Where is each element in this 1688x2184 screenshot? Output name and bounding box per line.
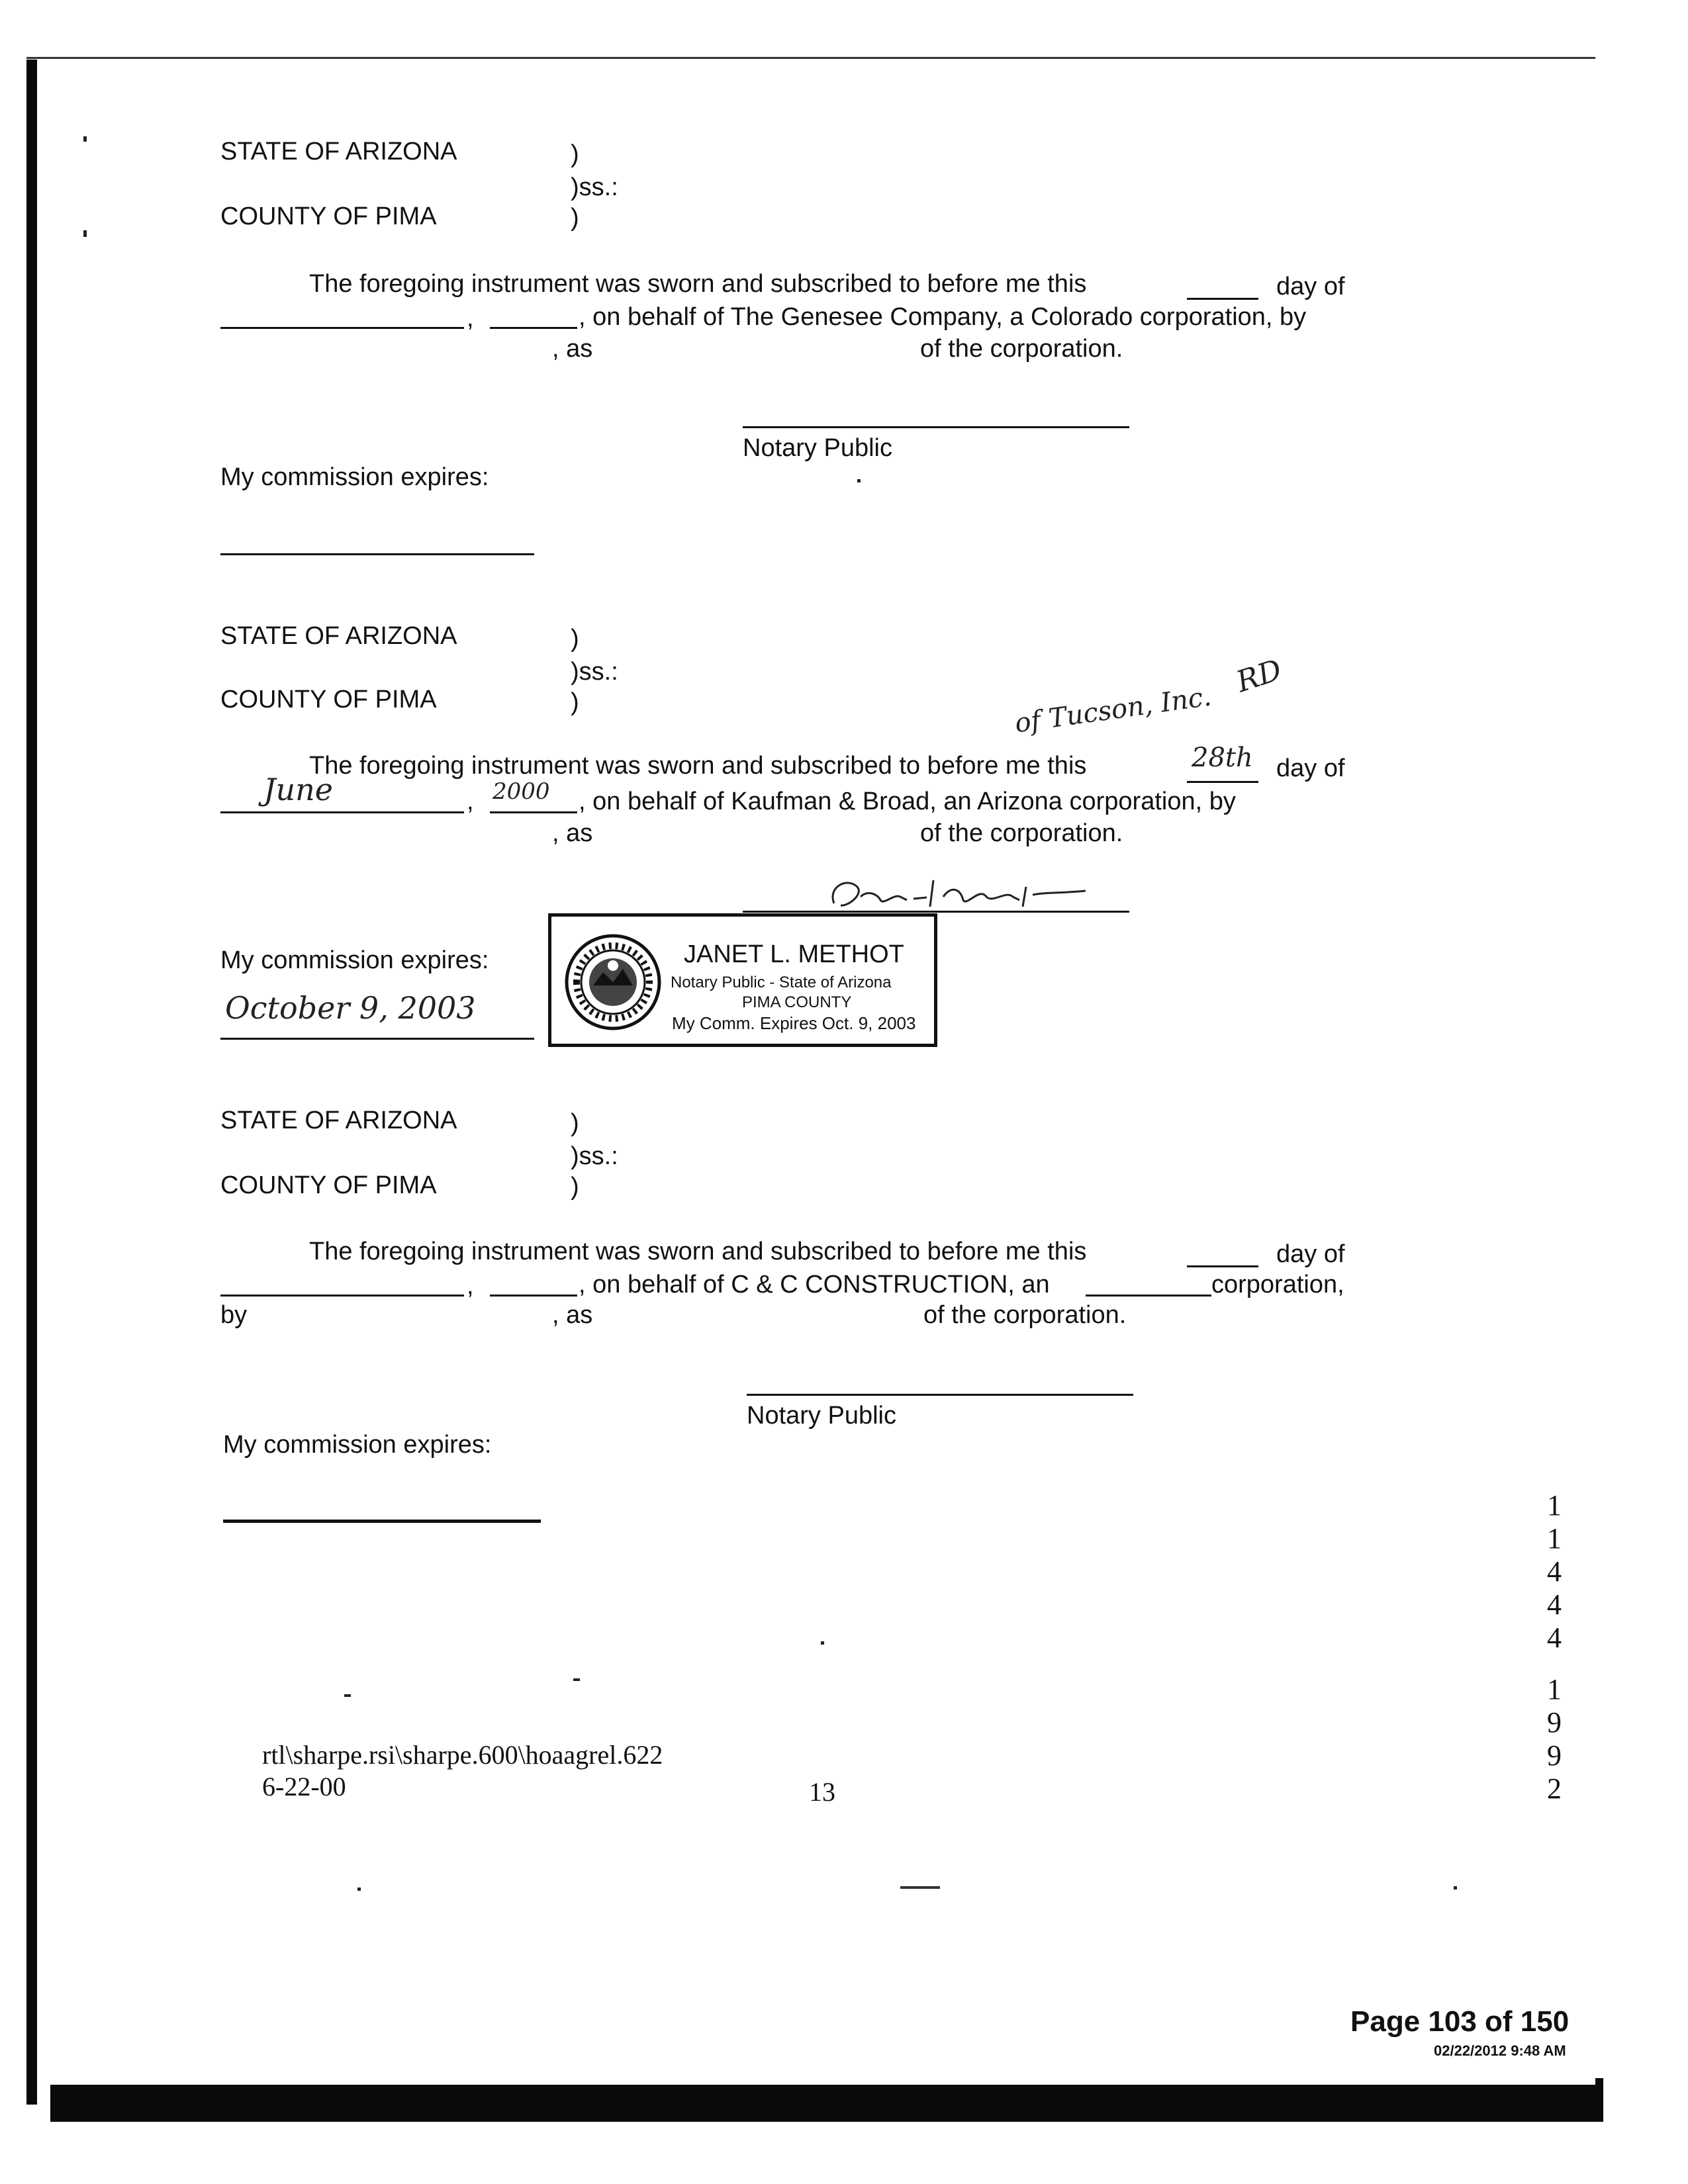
commission-date-line [220,1038,534,1040]
file-path: rtl\sharpe.rsi\sharpe.600\hoaagrel.622 [262,1740,663,1770]
notary-signature-line [743,426,1129,428]
as-text: , as [552,819,593,847]
bracket: ) [571,140,579,168]
recorder-digit: 4 [1547,1555,1562,1588]
month-blank [220,1295,464,1297]
notary-public-label: Notary Public [743,434,892,462]
year-blank [490,327,577,329]
acknowledgment-line-1: The foregoing instrument was sworn and subscribed to before me this [309,270,1087,298]
right-edge [1595,2078,1603,2122]
scan-speck [900,1886,940,1889]
handwritten-insertion: of Tucson, Inc. [1013,681,1213,739]
year-blank [490,811,577,813]
top-border [26,57,1595,59]
stamp-name: JANET L. METHOT [684,940,904,968]
notary-public-label: Notary Public [747,1402,896,1430]
bracket: ) [571,688,579,716]
handwritten-initials: RD [1232,653,1286,700]
year-blank [490,1295,577,1297]
scan-speck [573,1678,580,1681]
stamp-title: Notary Public - State of Arizona [671,974,892,991]
recorder-digit: 1 [1547,1673,1562,1706]
day-of-text: day of [1276,273,1345,300]
notary-signature-line [747,1394,1133,1396]
handwritten-day: 28th [1192,743,1253,773]
commission-label: My commission expires: [223,1431,492,1459]
scan-speck [83,136,87,142]
handwritten-commission-date: October 9, 2003 [225,990,476,1026]
bracket: ) [571,1173,579,1201]
notary-stamp [548,913,937,1047]
print-timestamp: 02/22/2012 9:48 AM [1434,2042,1566,2059]
acknowledgment-line-2: , on behalf of C & C CONSTRUCTION, an [579,1271,1050,1298]
as-text: , as [552,335,593,363]
commission-label: My commission expires: [220,946,489,974]
day-blank [1187,298,1258,300]
recorder-number-column [1541,1489,1568,1805]
scan-speck [1454,1886,1457,1889]
page-count-label: Page 103 of 150 [1350,2005,1570,2038]
commission-label: My commission expires: [220,463,489,491]
bracket: ) [571,1109,579,1137]
document-date: 6-22-00 [262,1772,346,1801]
commission-date-line [220,553,534,555]
ss-label: )ss.: [571,173,618,201]
recorder-digit: 9 [1547,1739,1562,1772]
scan-speck [357,1888,361,1891]
signature-text [874,860,879,861]
comma: , [467,304,474,332]
ss-label: )ss.: [571,1142,618,1170]
recorder-digit: 1 [1547,1489,1562,1522]
bracket: ) [571,625,579,653]
scan-speck [344,1694,351,1697]
corporation-text: corporation, [1211,1271,1344,1298]
county-label: COUNTY OF PIMA [220,686,437,713]
recorder-digit: 4 [1547,1621,1562,1654]
notary-signature-line [743,911,1129,913]
acknowledgment-line-1: The foregoing instrument was sworn and subscribed to before me this [309,752,1087,780]
day-of-text: day of [1276,1240,1345,1268]
acknowledgment-line-2: , on behalf of The Genesee Company, a Colorado corporation, by [579,303,1307,331]
bracket: ) [571,204,579,232]
state-seal-icon [563,933,663,1032]
day-of-text: day of [1276,754,1345,782]
acknowledgment-line-1: The foregoing instrument was sworn and subscribed to before me this [309,1238,1087,1265]
of-the-corporation: of the corporation. [920,335,1123,363]
recorder-digit: 1 [1547,1522,1562,1555]
county-label: COUNTY OF PIMA [220,203,437,230]
ss-label: )ss.: [571,658,618,686]
scan-speck [857,479,861,482]
state-label: STATE OF ARIZONA [220,622,457,650]
recorder-digit: 9 [1547,1706,1562,1739]
corporation-type-blank [1086,1295,1211,1297]
handwritten-year: 2000 [492,778,550,805]
county-label: COUNTY OF PIMA [220,1171,437,1199]
handwritten-month: June [263,772,333,807]
document-page-number: 13 [809,1777,835,1807]
scan-speck [83,230,87,237]
comma: , [467,788,474,815]
commission-date-line [223,1520,541,1523]
recorder-digit: 2 [1547,1772,1562,1805]
stamp-expires: My Comm. Expires Oct. 9, 2003 [672,1013,916,1033]
of-the-corporation: of the corporation. [923,1301,1127,1329]
comma: , [467,1272,474,1300]
month-blank [220,327,464,329]
acknowledgment-line-2: , on behalf of Kaufman & Broad, an Arizona corporation, by [579,788,1236,815]
by-text: by [220,1301,248,1329]
scan-speck [821,1641,824,1645]
state-label: STATE OF ARIZONA [220,1107,457,1134]
stamp-county: PIMA COUNTY [742,993,852,1011]
recorder-digit: 4 [1547,1588,1562,1621]
as-text: , as [552,1301,593,1329]
of-the-corporation: of the corporation. [920,819,1123,847]
day-blank [1187,1265,1258,1267]
left-border [26,60,37,2105]
bottom-bar [50,2085,1603,2122]
month-blank [220,811,464,813]
state-label: STATE OF ARIZONA [220,138,457,165]
day-blank [1187,781,1258,783]
